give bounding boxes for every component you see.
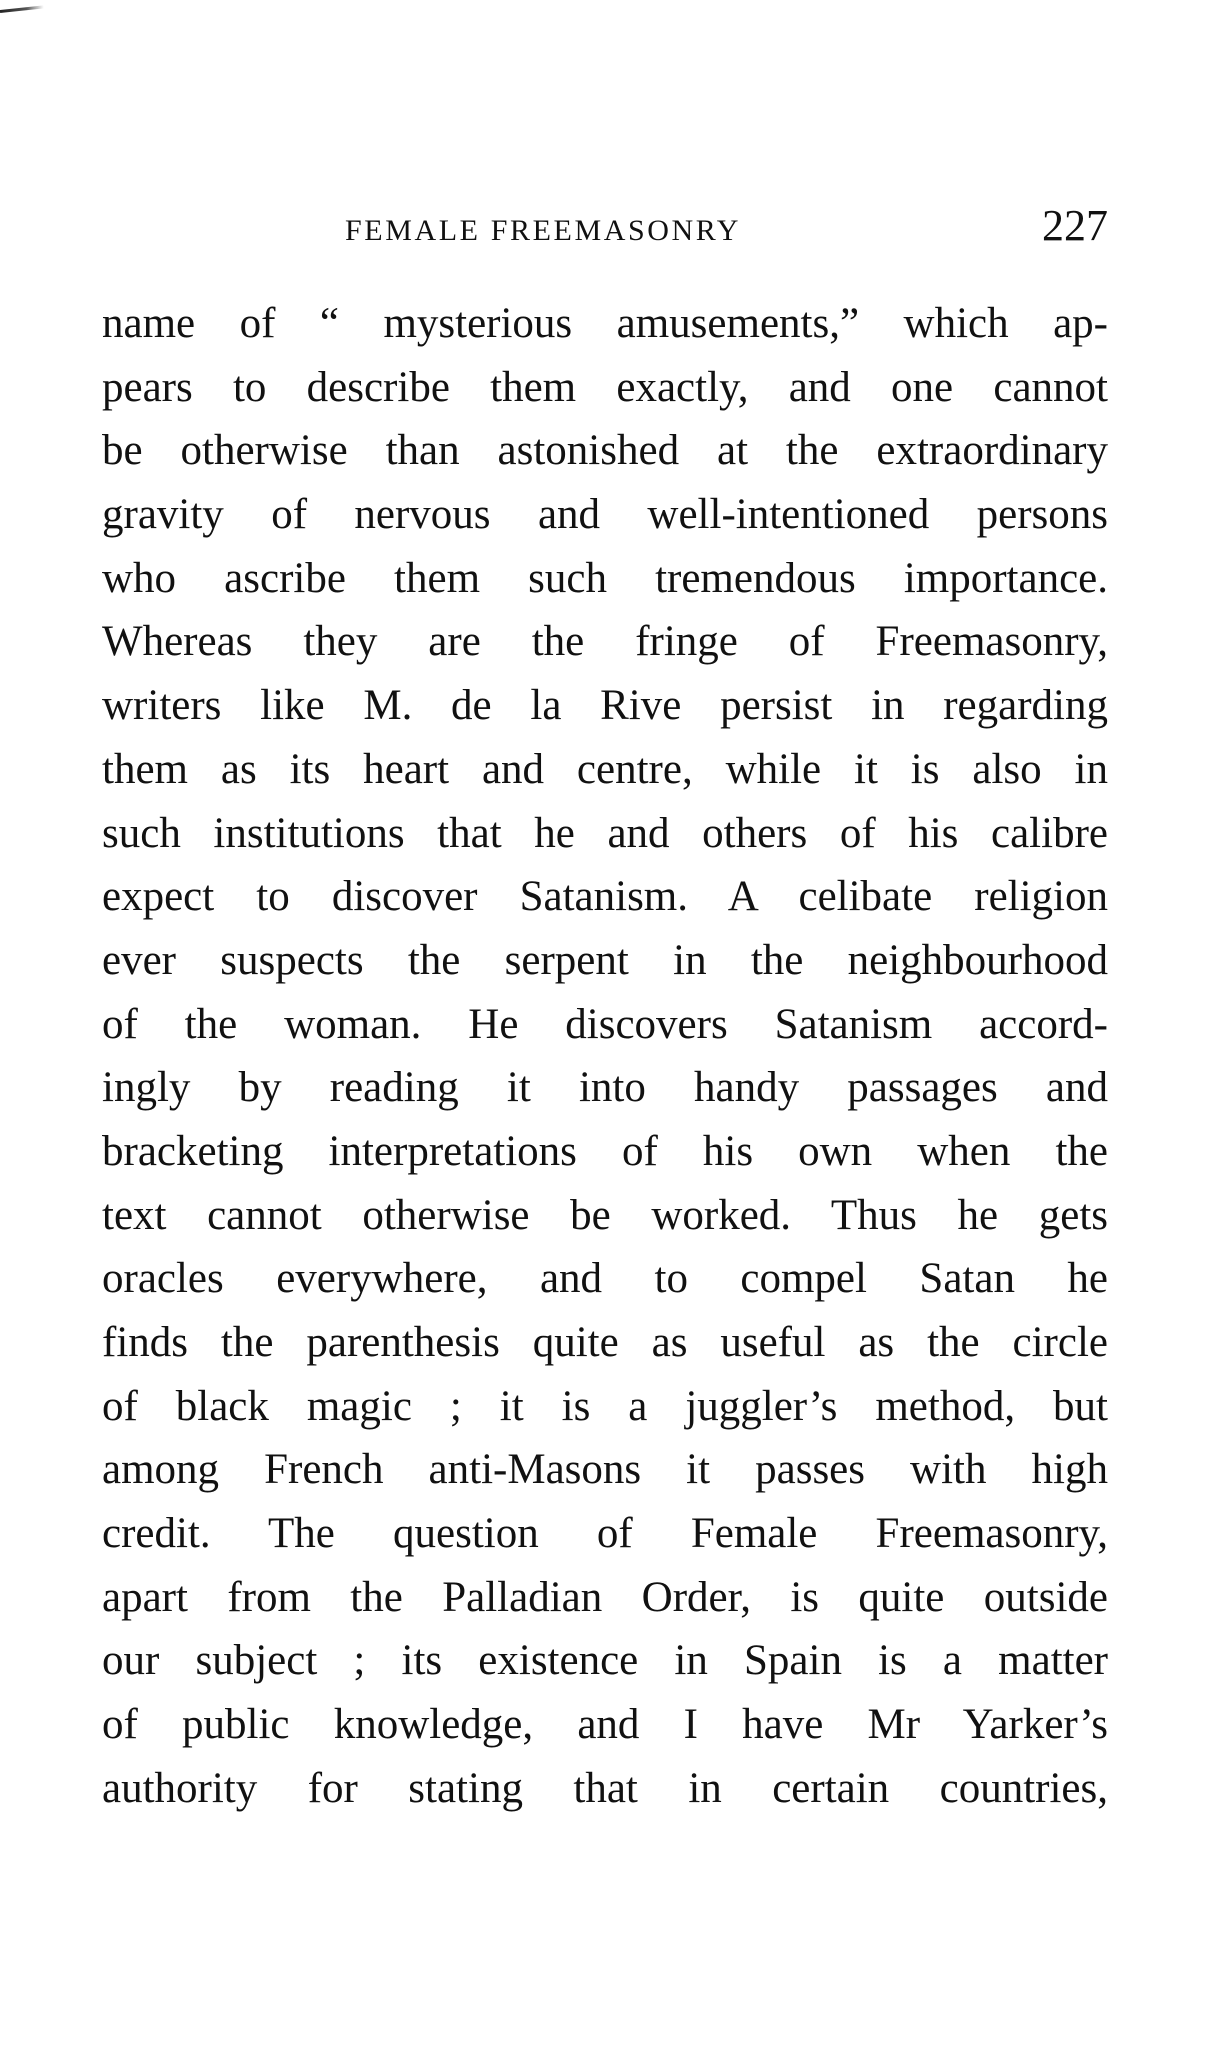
text-line: of public knowledge, and I have Mr Yarker’s	[102, 1701, 1108, 1749]
text-line: text cannot otherwise be worked. Thus he gets	[102, 1191, 1108, 1239]
body-text	[102, 292, 1108, 1821]
text-line: Whereas they are the fringe of Freemasonry,	[102, 618, 1108, 666]
text-line: name of “ mysterious amusements,” which ap-	[102, 300, 1108, 347]
text-line: of the woman. He discovers Satanism accord-	[102, 1000, 1108, 1048]
text-line: credit. The question of Female Freemasonry,	[102, 1510, 1108, 1558]
text-line: oracles everywhere, and to compel Satan he	[102, 1255, 1108, 1303]
text-line: of black magic ; it is a juggler’s method, but	[102, 1382, 1108, 1430]
text-line: expect to discover Satanism. A celibate religion	[102, 873, 1108, 921]
text-line: bracketing interpretations of his own when the	[102, 1127, 1108, 1175]
text-line: authority for stating that in certain countries,	[102, 1764, 1108, 1812]
text-line: be otherwise than astonished at the extraordinary	[102, 427, 1108, 475]
text-line: pears to describe them exactly, and one cannot	[102, 363, 1108, 411]
text-line: ever suspects the serpent in the neighbourhood	[102, 936, 1108, 984]
scan-corner-mark	[0, 5, 44, 13]
text-line: finds the parenthesis quite as useful as the circle	[102, 1319, 1108, 1366]
text-line: ingly by reading it into handy passages and	[102, 1064, 1108, 1112]
text-line: who ascribe them such tremendous importance.	[102, 554, 1108, 602]
running-head	[100, 200, 1108, 260]
text-line: such institutions that he and others of his calibre	[102, 809, 1108, 857]
text-line: them as its heart and centre, while it is also in	[102, 745, 1108, 793]
text-line: our subject ; its existence in Spain is a matter	[102, 1637, 1108, 1685]
text-line: gravity of nervous and well-intentioned persons	[102, 491, 1108, 539]
page-number: 227	[1042, 201, 1108, 250]
text-line: apart from the Palladian Order, is quite outside	[102, 1573, 1108, 1621]
text-line: among French anti-Masons it passes with high	[102, 1446, 1108, 1494]
text-line: writers like M. de la Rive persist in regarding	[102, 682, 1108, 730]
running-title: FEMALE FREEMASONRY	[345, 214, 742, 247]
